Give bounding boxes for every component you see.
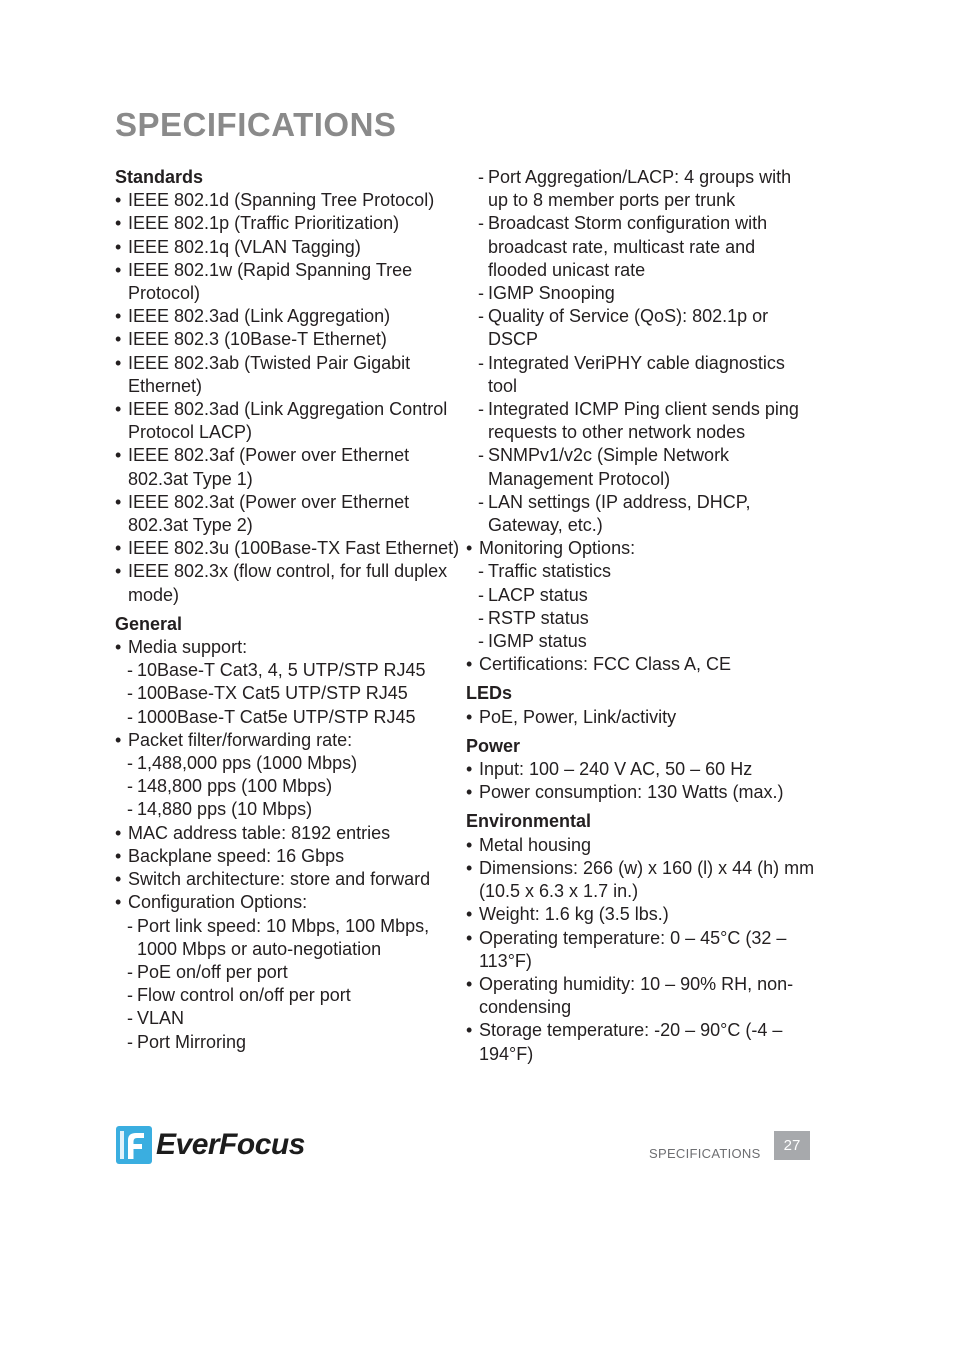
monitoring-sub-item: - Traffic statistics [466,560,816,583]
environmental-heading: Environmental [466,811,592,832]
standards-heading: Standards [115,167,204,187]
media-sub-item: - 10Base-T Cat3, 4, 5 UTP/STP RJ45 [115,659,460,682]
standards-item: • IEEE 802.3x (flow control, for full duplex mode) [115,560,460,606]
environmental-item: • Metal housing [466,834,816,857]
monitoring-sub-item: - RSTP status [466,607,816,630]
everfocus-logo-icon [116,1126,152,1164]
architecture-item: • Switch architecture: store and forward [115,868,460,891]
config-sub-item: - Flow control on/off per port [115,984,460,1007]
standards-item: • IEEE 802.3 (10Base-T Ethernet) [115,328,460,351]
packet-sub-item: - 14,880 pps (10 Mbps) [115,798,460,821]
media-sub-item: - 1000Base-T Cat5e UTP/STP RJ45 [115,706,460,729]
config-sub-item: - VLAN [115,1007,460,1030]
left-column [115,166,460,1054]
monitoring-sub-item: - LACP status [466,584,816,607]
power-item: • Input: 100 – 240 V AC, 50 – 60 Hz [466,758,816,781]
media-sub-item: - 100Base-TX Cat5 UTP/STP RJ45 [115,682,460,705]
footer-section-label: SPECIFICATIONS [649,1146,761,1161]
standards-item: • IEEE 802.3at (Power over Ethernet 802.3at Type 2) [115,491,460,537]
standards-item: • IEEE 802.3ad (Link Aggregation Control Protocol LACP) [115,398,460,444]
general-heading: General [115,613,183,634]
right-column [466,166,816,1066]
standards-item: • IEEE 802.1d (Spanning Tree Protocol) [115,189,460,212]
standards-item: • IEEE 802.3ad (Link Aggregation) [115,305,460,328]
config-sub-item: - Integrated ICMP Ping client sends ping requests to other network nodes [466,398,816,444]
standards-item: • IEEE 802.1w (Rapid Spanning Tree Protocol) [115,259,460,305]
config-sub-item: - Port Aggregation/LACP: 4 groups with up to 8 member ports per trunk [466,166,816,212]
config-options-item: • Configuration Options: [115,891,460,914]
config-sub-item: - Port Mirroring [115,1031,460,1054]
environmental-item: • Storage temperature: -20 – 90°C (-4 – 194°F) [466,1019,816,1065]
mac-table-item: • MAC address table: 8192 entries [115,822,460,845]
monitoring-sub-item: - IGMP status [466,630,816,653]
environmental-item: • Dimensions: 266 (w) x 160 (l) x 44 (h) mm (10.5 x 6.3 x 1.7 in.) [466,857,816,903]
config-sub-item: - LAN settings (IP address, DHCP, Gateway, etc.) [466,491,816,537]
leds-heading: LEDs [466,683,513,704]
backplane-item: • Backplane speed: 16 Gbps [115,845,460,868]
environmental-item: • Operating temperature: 0 – 45°C (32 – 113°F) [466,927,816,973]
packet-sub-item: - 1,488,000 pps (1000 Mbps) [115,752,460,775]
power-heading: Power [466,735,521,756]
certifications-item: • Certifications: FCC Class A, CE [466,653,816,676]
monitoring-item: • Monitoring Options: [466,537,816,560]
config-sub-item: - Integrated VeriPHY cable diagnostics tool [466,352,816,398]
page-title: SPECIFICATIONS [115,106,397,143]
environmental-item: • Weight: 1.6 kg (3.5 lbs.) [466,903,816,926]
standards-item: • IEEE 802.3ab (Twisted Pair Gigabit Ethernet) [115,352,460,398]
config-sub-item: - Port link speed: 10 Mbps, 100 Mbps, 1000 Mbps or auto-negotiation [115,915,460,961]
page-number: 27 [774,1131,810,1160]
leds-item: • PoE, Power, Link/activity [466,706,816,729]
standards-item: • IEEE 802.3u (100Base-TX Fast Ethernet) [115,537,460,560]
config-sub-item: - PoE on/off per port [115,961,460,984]
everfocus-logo [116,1126,305,1164]
power-item: • Power consumption: 130 Watts (max.) [466,781,816,804]
config-sub-item: - Quality of Service (QoS): 802.1p or DSCP [466,305,816,351]
config-sub-item: - Broadcast Storm configuration with broadcast rate, multicast rate and flooded unicast rate [466,212,816,282]
environmental-item: • Operating humidity: 10 – 90% RH, non-condensing [466,973,816,1019]
config-sub-item: - SNMPv1/v2c (Simple Network Management Protocol) [466,444,816,490]
config-sub-item: - IGMP Snooping [466,282,816,305]
media-support-item: • Media support: [115,636,460,659]
standards-item: • IEEE 802.3af (Power over Ethernet 802.3at Type 1) [115,444,460,490]
brand-name: EverFocus [156,1128,305,1161]
standards-item: • IEEE 802.1q (VLAN Tagging) [115,236,460,259]
packet-rate-item: • Packet filter/forwarding rate: [115,729,460,752]
packet-sub-item: - 148,800 pps (100 Mbps) [115,775,460,798]
standards-item: • IEEE 802.1p (Traffic Prioritization) [115,212,460,235]
